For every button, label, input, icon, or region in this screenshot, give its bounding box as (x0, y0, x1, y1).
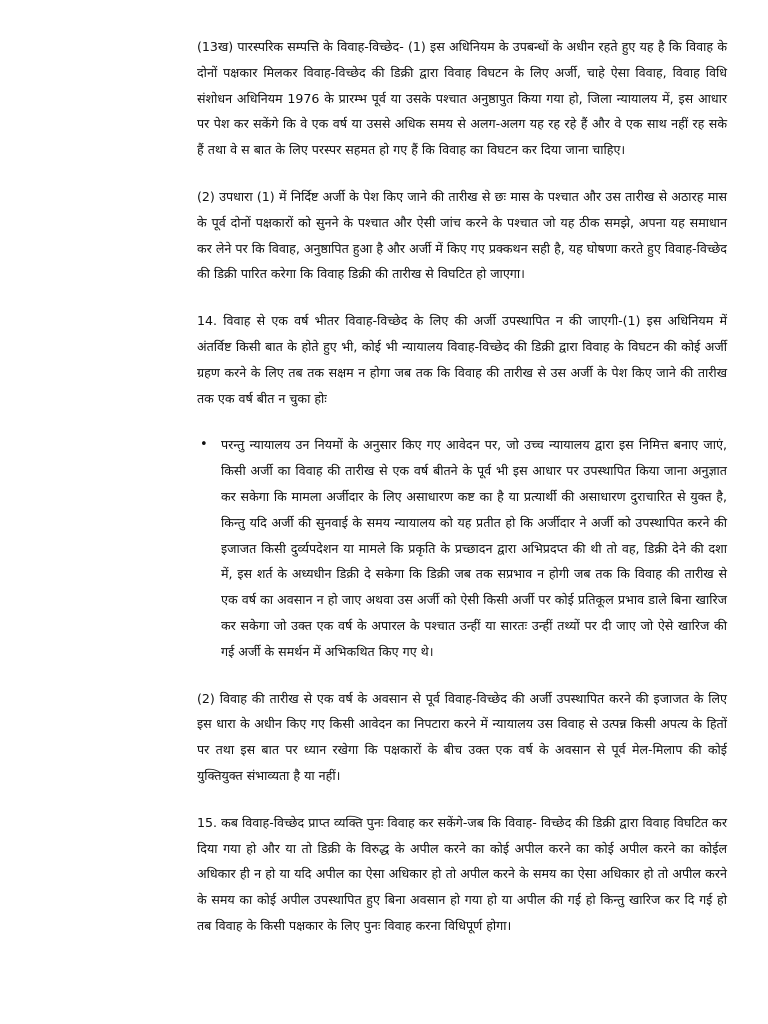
proviso-text: परन्तु न्यायालय उन नियमों के अनुसार किए गए आवेदन पर, जो उच्च न्यायालय द्वारा इस निमित्त बनाए जाएं, किसी अर्जी का विवाह की तारीख से एक वर्ष बीतने के पूर्व भी इस आधार पर उपस्थापित किया जाना अनुज्ञात कर सकेगा कि मामला अर्जीदार के लिए असाधारण कष्ट का है या प्रत्यार्थी की असाधारण दुराचारित से युक्त है, किन्तु यदि अर्जी की सुनवाई के समय न्यायालय को यह प्रतीत हो कि अर्जीदार ने अर्जी को उपस्थापित करने की इजाजत किसी दुर्व्यपदेशन या मामले कि प्रकृति के प्रच्छादन द्वारा अभिप्रदप्त की थी तो वह, डिक्री देने की दशा में, इस शर्त के अध्यधीन डिक्री दे सकेगा कि डिक्री जब तक सप्रभाव न होगी जब तक कि विवाह की तारीख से एक वर्ष का अवसान न हो जाए अथवा उस अर्जी को ऐसी किसी अर्जी पर कोई प्रतिकूल प्रभाव डाले बिना खारिज कर सकेगा जो उक्त एक वर्ष के अपारल के पश्चात उन्हीं या सारतः उन्हीं तथ्यों पर दी जाए जो ऐसे खारिज की गई अर्जी के समर्थन में अभिकथित किए गए थे। (221, 437, 727, 659)
paragraph-section-14-1: 14. विवाह से एक वर्ष भीतर विवाह-विच्छेद के लिए की अर्जी उपस्थापित न की जाएगी-(1) इस अधिनियम में अंतर्विष्ट किसी बात के होते हुए भी, कोई भी न्यायालय विवाह-विच्छेद की डिक्री द्वारा विवाह के विघटन की कोई अर्जी ग्रहण करने के लिए तब तक सक्षम न होगा जब तक कि विवाह की तारीख से उस अर्जी के पेश किए जाने की तारीख तक एक वर्ष बीत न चुका होः (197, 313, 727, 406)
document-page (197, 34, 727, 960)
paragraph-section-14-2: (2) विवाह की तारीख से एक वर्ष के अवसान से पूर्व विवाह-विच्छेद की अर्जी उपस्थापित करने की इजाजत के लिए इस धारा के अधीन किए गए किसी आवेदन का निपटारा करने में न्यायालय उस विवाह से उत्पन्न किसी अपत्य के हितों पर तथा इस बात पर ध्यान रखेगा कि पक्षकारों के बीच उक्त एक वर्ष के अवसान से पूर्व मेल-मिलाप की कोई युक्तियुक्त संभाव्यता है या नहीं। (197, 690, 727, 783)
paragraph-section-15: 15. कब विवाह-विच्छेद प्राप्त व्यक्ति पुनः विवाह कर सकेंगे-जब कि विवाह- विच्छेद की डिक्री द्वारा विवाह विघटित कर दिया गया हो और या तो डिक्री के विरुद्ध के अपील करने का कोई अपील करने का कोई अपील करने का कोईल अधिकार ही न हो या यदि अपील का ऐसा अधिकार हो तो अपील करने के समय का ऐसा अधिकार हो तो अपील करने के समय का कोई अपील उपस्थापित हुए बिना अवसान हो गया हो या अपील की गई हो किन्तु खारिज कर दि गई हो तब विवाह के किसी पक्षकार के लिए पुनः विवाह करना विधिपूर्ण होगा। (197, 814, 727, 933)
proviso-bullet-item (197, 432, 727, 664)
bullet-icon: • (200, 437, 208, 453)
paragraph-section-13b-2: (2) उपधारा (1) में निर्दिष्ट अर्जी के पेश किए जाने की तारीख से छः मास के पश्चात और उस तारीख से अठारह मास के पूर्व दोनों पक्षकारों को सुनने के पश्चात और ऐसी जांच करने के पश्चात जो यह ठीक समझे, अपना यह समाधान कर लेने पर कि विवाह, अनुष्ठापित हुआ है और अर्जी में किए गए प्रक्कथन सही है, यह घोषणा करते हुए विवाह-विच्छेद की डिक्री पारित करेगा कि विवाह डिक्री की तारीख से विघटित हो जाएगा। (197, 188, 727, 282)
paragraph-section-13b-1: (13ख) पारस्परिक सम्पत्ति के विवाह-विच्छेद- (1) इस अधिनियम के उपबन्धों के अधीन रहते हुए यह है कि विवाह के दोनों पक्षकार मिलकर विवाह-विच्छेद की डिक्री द्वारा विवाह विघटन के लिए अर्जी, चाहे ऐसा विवाह, विवाह विधि संशोधन अधिनियम 1976 के प्रारम्भ पूर्व या उसके पश्चात अनुष्ठापुत किया गया हो, जिला न्यायालय में, इस आधार पर पेश कर सकेंगे कि वे एक वर्ष या उससे अधिक समय से अलग-अलग यह रह रहे हैं और वे एक साथ नहीं रह सके हैं तथा वे स बात के लिए परस्पर सहमत हो गए हैं कि विवाह का विघटन कर दिया जाना चाहिए। (197, 39, 727, 158)
